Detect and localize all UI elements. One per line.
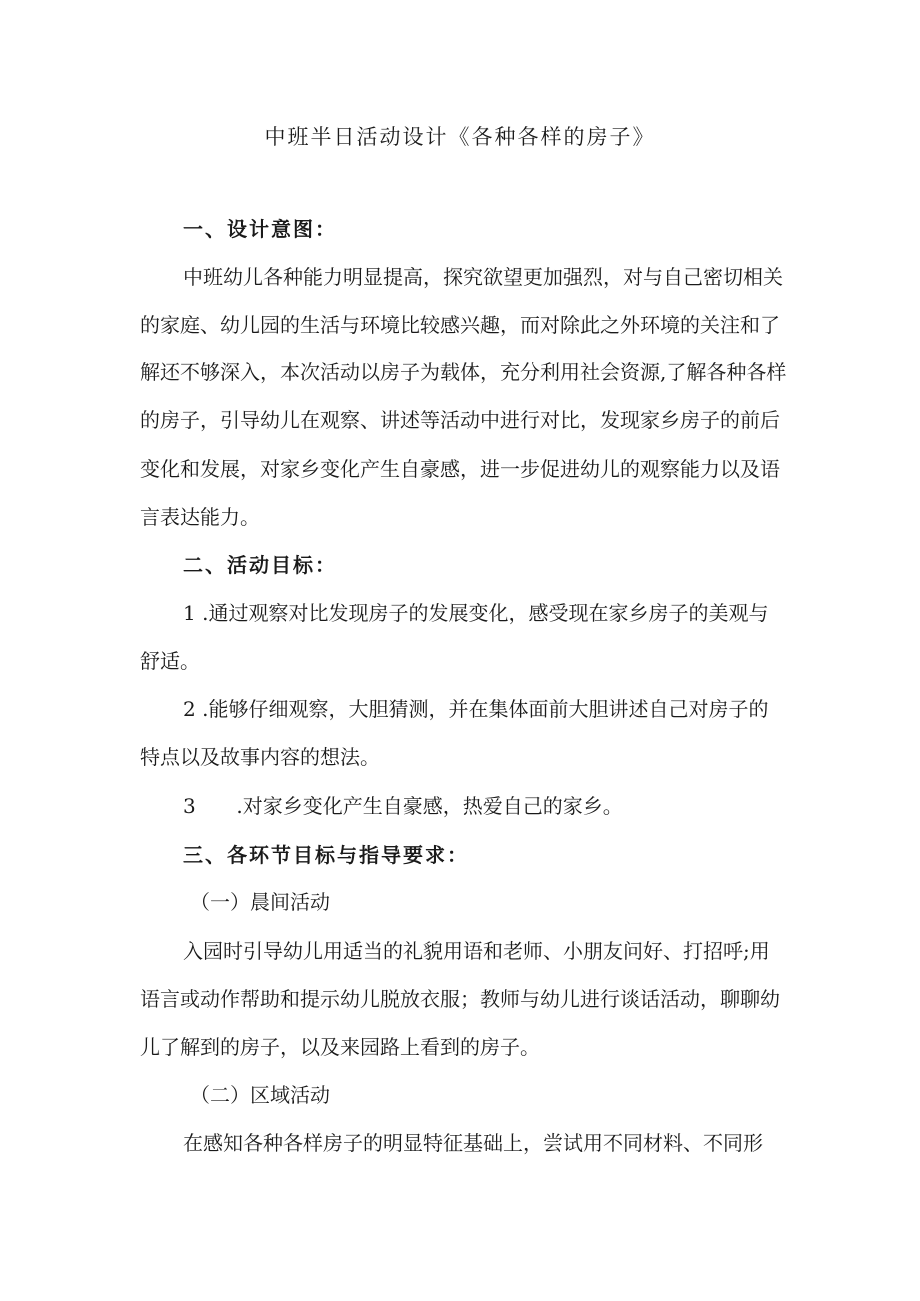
section1-paragraph-line: 言表达能力。 (140, 505, 260, 529)
section1-paragraph-line: 的房子，引导幼儿在观察、讲述等活动中进行对比，发现家乡房子的前后 (140, 408, 780, 432)
goal1-line (183, 598, 768, 628)
goal3-number: 3 (183, 794, 196, 818)
goal1-line2: 舒适。 (140, 649, 200, 673)
section1-heading: 一、设计意图： (183, 217, 337, 241)
goal2-text: .能够仔细观察，大胆猜测，并在集体面前大胆讲述自己对房子的 (202, 697, 769, 721)
sub2-line: 在感知各种各样房子的明显特征基础上，尝试用不同材料、不同形 (183, 1131, 763, 1155)
section2-heading: 二、活动目标： (183, 553, 337, 577)
section1-paragraph-line: 变化和发展，对家乡变化产生自豪感，进一步促进幼儿的观察能力以及语 (140, 457, 780, 481)
sub1-line: 儿了解到的房子，以及来园路上看到的房子。 (140, 1035, 540, 1059)
goal3-line (183, 791, 623, 821)
section1-paragraph-line: 中班幼儿各种能力明显提高，探究欲望更加强烈，对与自己密切相关 (183, 265, 783, 289)
sub2-heading: （二）区域活动 (190, 1083, 330, 1107)
sub1-line: 语言或动作帮助和提示幼儿脱放衣服；教师与幼儿进行谈话活动，聊聊幼 (140, 987, 780, 1011)
section3-heading: 三、各环节目标与指导要求： (183, 843, 469, 867)
sub1-line: 入园时引导幼儿用适当的礼貌用语和老师、小朋友问好、打招呼;用 (183, 939, 770, 963)
sub1-heading: （一）晨间活动 (190, 890, 330, 914)
section1-paragraph-line: 的家庭、幼儿园的生活与环境比较感兴趣，而对除此之外环境的关注和了 (140, 313, 780, 337)
goal1-text: .通过观察对比发现房子的发展变化，感受现在家乡房子的美观与 (202, 601, 769, 625)
goal1-number: 1 (183, 601, 196, 625)
document-title: 中班半日活动设计《各种各样的房子》 (264, 125, 656, 149)
goal3-text: .对家乡变化产生自豪感，热爱自己的家乡。 (236, 794, 623, 818)
goal2-line2: 特点以及故事内容的想法。 (140, 745, 380, 769)
goal2-number: 2 (183, 697, 196, 721)
goal2-line (183, 694, 768, 724)
section1-paragraph-line: 解还不够深入，本次活动以房子为载体，充分利用社会资源,了解各种各样 (140, 360, 787, 384)
